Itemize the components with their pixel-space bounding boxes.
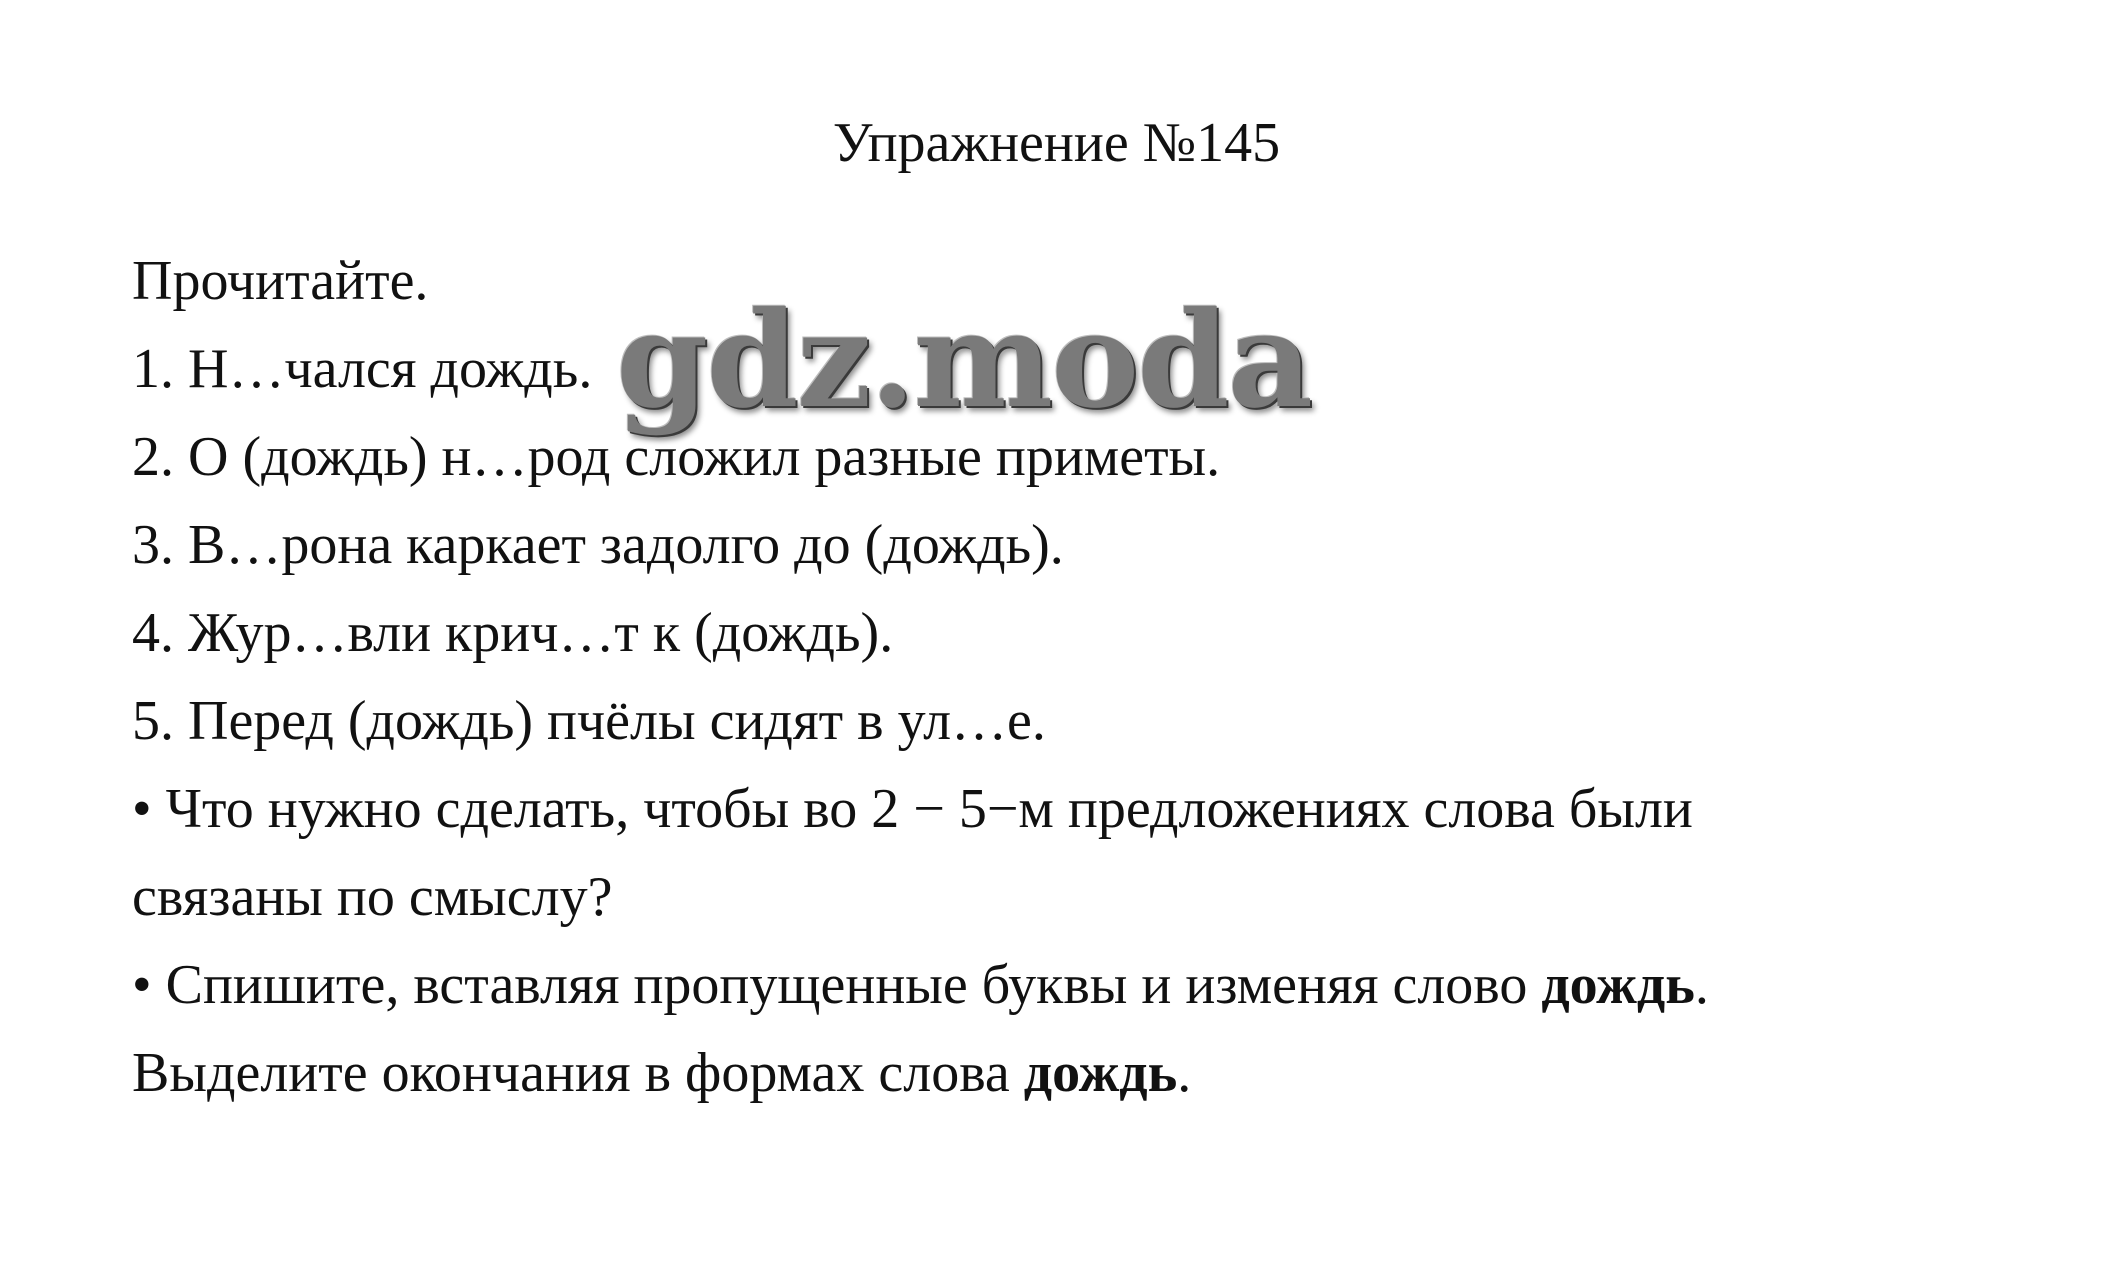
task-1-line-2: связаны по смыслу? <box>132 866 613 928</box>
sentence-3: 3. В…рона каркает задолго до (дождь). <box>132 514 1064 576</box>
watermark-logo: gdz.moda <box>616 283 1312 438</box>
task-2-line-2-period: . <box>1177 1042 1192 1104</box>
task-2-line-1-period: . <box>1694 954 1709 1016</box>
sentence-5: 5. Перед (дождь) пчёлы сидят в ул…е. <box>132 690 1046 752</box>
task-2-line-1-text: • Спишите, вставляя пропущенные буквы и изменяя слово <box>132 954 1542 1016</box>
exercise-title: Упражнение №145 <box>832 112 1281 174</box>
task-1-line-1: • Что нужно сделать, чтобы во 2 − 5−м предложениях слова были <box>132 778 1693 840</box>
task-2-line-2-text: Выделите окончания в формах слова <box>132 1042 1024 1104</box>
task-2-line-1 <box>132 950 1709 1020</box>
sentence-2: 2. О (дождь) н…род сложил разные приметы. <box>132 426 1221 488</box>
task-2-line-2-bold-word: дождь <box>1023 1042 1178 1104</box>
instruction-text: Прочитайте. <box>132 250 429 312</box>
sentence-4: 4. Жур…вли крич…т к (дождь). <box>132 602 894 664</box>
task-2-line-2 <box>132 1038 1191 1108</box>
task-2-line-1-bold-word: дождь <box>1541 954 1695 1016</box>
sentence-1: 1. Н…чался дождь. <box>132 338 593 400</box>
